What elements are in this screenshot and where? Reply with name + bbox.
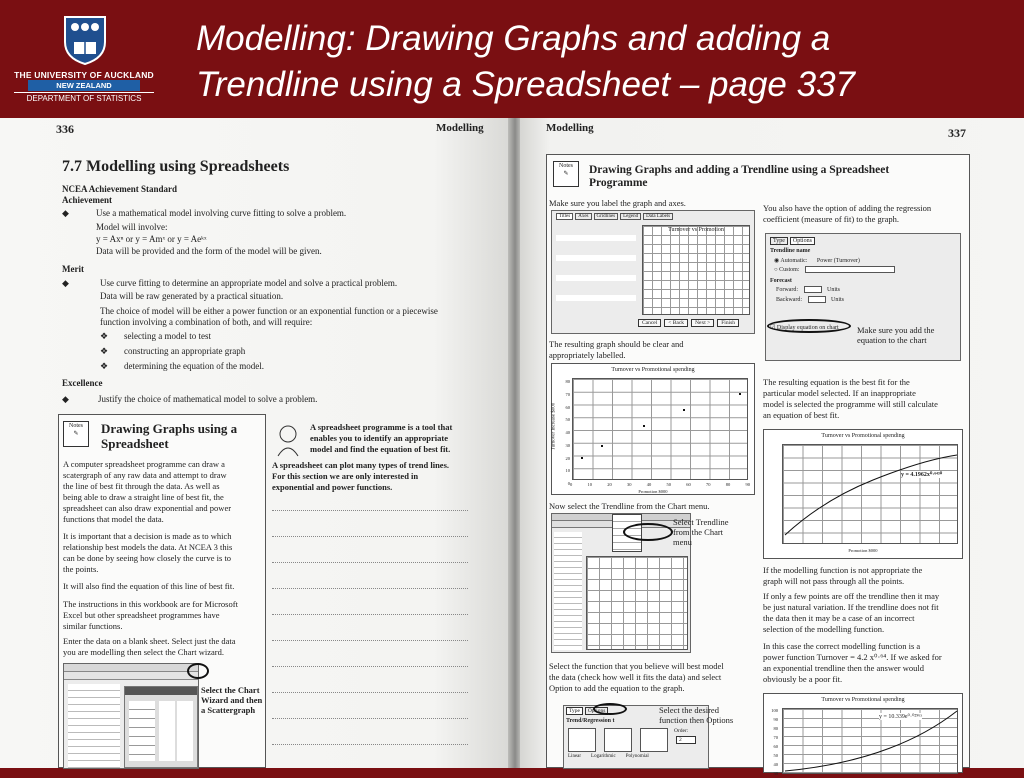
trendline-menu-text: Now select the Trendline from the Chart menu. (549, 501, 710, 511)
x-tick: 40 (646, 482, 652, 487)
para-line: A computer spreadsheet programme can draw a (63, 459, 225, 469)
dialog-tab: Axes (575, 213, 591, 220)
notes-icon: Notes ✎ (553, 161, 579, 187)
note-line (272, 718, 468, 719)
chart-xlabel: Promotion $000 (638, 489, 668, 494)
achievement-heading: Achievement (62, 195, 112, 205)
forward-input[interactable] (804, 286, 822, 293)
forward-row (776, 286, 840, 293)
backward-row (776, 296, 844, 303)
sub-bullet-icon: ❖ (100, 331, 109, 341)
exp-curve (783, 709, 959, 775)
para-2 (63, 531, 263, 575)
x-tick: 0 (570, 482, 573, 487)
options-caption (659, 705, 749, 725)
custom-row[interactable] (774, 266, 895, 273)
radio-icon[interactable]: ◉ (774, 258, 780, 264)
side-line: A spreadsheet can plot many types of trend lines. (272, 460, 450, 470)
side-line: model and find the equation of best fit. (310, 444, 451, 454)
university-crest-icon (62, 14, 108, 66)
caption-line: Select Trendline (673, 517, 729, 527)
sub-item-2: constructing an appropriate graph (124, 346, 246, 356)
note-line (272, 614, 468, 615)
achievement-text: Use a mathematical model involving curve fitting to solve a problem. (96, 208, 347, 218)
y-tick: 90 (773, 717, 778, 722)
dialog-tab: Titles (556, 213, 573, 220)
x-tick: 90 (745, 482, 750, 487)
box-title (101, 421, 237, 451)
excel-screenshot (63, 663, 199, 769)
backward-label: Backward: (776, 296, 802, 303)
note-line (272, 536, 468, 537)
units-label: Units (827, 286, 841, 293)
finish-button[interactable]: Finish (717, 319, 739, 327)
notes-icon: Notes ✎ (63, 421, 89, 447)
back-button[interactable]: < Back (664, 319, 688, 327)
text-line: selection of the modelling function. (763, 624, 885, 634)
highlight-oval (767, 319, 851, 333)
merit-line3: The choice of model will be either a power function or an exponential function or a piecewise (100, 306, 438, 316)
type-tab[interactable]: Type (566, 707, 583, 715)
textbook-scan (0, 118, 1024, 776)
text-line: The resulting equation is the best fit for the (763, 377, 910, 387)
chart-title: Turnover vs Promotional spending (821, 433, 905, 439)
chart-plot-area (572, 378, 748, 480)
para-line: can be done by seeing how closely the curve is to (63, 553, 232, 563)
text-line: the data then it may be a case of an incorrect (763, 613, 915, 623)
y-tick: 30 (773, 771, 778, 776)
para-5 (63, 636, 263, 658)
forward-label: Forward: (776, 286, 798, 293)
bullet-icon: ◆ (62, 208, 69, 218)
side-note-1 (310, 422, 470, 455)
text-line: Select the function that you believe will best model (549, 661, 724, 671)
box-title-line1: Drawing Graphs using a (101, 421, 238, 436)
chart-title: Turnover vs Promotional spending (611, 367, 695, 373)
note-line (272, 744, 468, 745)
para-4 (63, 599, 263, 632)
text-line: In this case the correct modelling function is a (763, 641, 921, 651)
note-line (272, 666, 468, 667)
box-title-line2: Spreadsheet (101, 436, 169, 451)
para-line: functions that model the data. (63, 514, 164, 524)
chart-ylabel: Turnover Increase $000 (551, 402, 557, 451)
running-head: Modelling (546, 122, 594, 134)
sub-item-3: determining the equation of the model. (124, 361, 264, 371)
best-fit-text (763, 377, 969, 421)
para-3: It will also find the equation of this line of best fit. (63, 581, 235, 591)
backward-input[interactable] (808, 296, 826, 303)
correct-function-text (763, 641, 969, 685)
highlight-oval (623, 523, 673, 541)
slide-title (196, 16, 996, 108)
equation-caption (857, 325, 967, 345)
data-point (739, 393, 741, 395)
right-page (520, 118, 1024, 776)
para-line: the line of best fit through the data. As well as (63, 481, 220, 491)
x-tick: 10 (587, 482, 592, 487)
model-equation: y = Axⁿ or y = Amˣ or y = Aeᵏˣ (96, 234, 207, 244)
sub-bullet-icon: ❖ (100, 361, 109, 371)
trend-name-label: Trendline name (770, 248, 811, 254)
y-ticks (766, 706, 778, 778)
note-line (272, 510, 468, 511)
y-ticks (558, 376, 573, 491)
slide-header (0, 0, 1024, 118)
next-button[interactable]: Next > (691, 319, 714, 327)
side-note-2 (272, 460, 472, 493)
trendline-curve (783, 445, 959, 545)
dialog-tabs (556, 213, 673, 220)
box-title (589, 164, 889, 190)
y-tick: 60 (565, 404, 570, 410)
not-appropriate-text (763, 565, 969, 587)
power-trend-chart (763, 429, 963, 559)
text-line: If only a few points are off the trendline then it may (763, 591, 940, 601)
trendline-caption (673, 517, 743, 547)
label-axes-text: Make sure you label the graph and axes. (549, 198, 686, 208)
menu-mini-chart (586, 556, 688, 650)
highlight-oval (593, 703, 627, 715)
caption-line: Wizard and then (201, 695, 263, 705)
trendline-box (546, 154, 970, 776)
text-line: Option to add the equation to the graph. (549, 683, 685, 693)
data-point (643, 425, 645, 427)
para-line: scatergraph of any raw data and attempt to draw (63, 470, 227, 480)
y-tick: 0 (567, 481, 570, 486)
wizard-caption (201, 685, 267, 715)
drawing-graphs-box (58, 414, 266, 768)
caption-line: Make sure you add the (857, 325, 935, 335)
chart-title: Turnover vs Promotional spending (821, 697, 905, 703)
sub-bullet-icon: ❖ (100, 346, 109, 356)
section-title: 7.7 Modelling using Spreadsheets (62, 158, 290, 175)
side-line: exponential and power functions. (272, 482, 393, 492)
chart-equation: y = 10.339e⁰·⁰²⁹⁶ˣ (879, 714, 923, 720)
cancel-button[interactable]: Cancel (638, 319, 661, 327)
y-tick: 70 (565, 391, 570, 397)
text-line: model is selected the programme will still calculate (763, 399, 938, 409)
polynomial-option[interactable] (640, 728, 668, 752)
cartoon-icon (272, 422, 304, 458)
checkbox-icon[interactable]: ☑ (770, 325, 776, 331)
data-point (581, 457, 583, 459)
x-tick: 30 (627, 482, 632, 487)
text-line: obviously be a poor fit. (763, 674, 843, 684)
data-point (601, 445, 603, 447)
radio-icon[interactable]: ○ (774, 266, 778, 273)
x-tick: 20 (607, 482, 612, 487)
slide-title-line1: Modelling: Drawing Graphs and adding a (196, 19, 831, 58)
note-line (272, 692, 468, 693)
custom-input[interactable] (805, 266, 895, 273)
merit-line4: function involving a combination of both, and will require: (100, 317, 313, 327)
text-line: graph will not pass through all the points. (763, 576, 905, 586)
type-tab[interactable]: Type (770, 237, 788, 245)
dialog-tab: Gridlines (594, 213, 619, 220)
note-line (272, 588, 468, 589)
para-line: similar functions. (63, 621, 123, 631)
y-tick: 50 (773, 753, 778, 758)
y-tick: 70 (773, 735, 778, 740)
trend-regression-label: Trend/Regression t (566, 718, 615, 724)
country-label: NEW ZEALAND (28, 80, 140, 91)
model-involve: Model will involve: (96, 222, 168, 232)
merit-heading: Merit (62, 264, 84, 274)
y-tick: 40 (773, 762, 778, 767)
merit-line2: Data will be raw generated by a practical situation. (100, 291, 284, 301)
para-1 (63, 459, 263, 525)
x-tick: 70 (706, 482, 711, 487)
dialog-tab: Legend (620, 213, 641, 220)
excellence-text: Justify the choice of mathematical model to solve a problem. (98, 394, 318, 404)
text-line: the data (check how well it fits the data) and select (549, 672, 722, 682)
excellence-heading: Excellence (62, 378, 103, 388)
data-provided: Data will be provided and the form of the model will be given. (96, 246, 322, 256)
regression-text (763, 203, 969, 225)
logarithmic-option[interactable] (604, 728, 632, 752)
side-line: For this section we are only interested in (272, 471, 419, 481)
y-tick: 60 (773, 744, 778, 749)
para-line: the points. (63, 564, 99, 574)
page-number: 336 (56, 122, 74, 136)
linear-option[interactable] (568, 728, 596, 752)
order-input[interactable]: 2 (676, 736, 696, 744)
caption-line: from the Chart (673, 527, 724, 537)
fn-label: Polynomial (625, 754, 649, 759)
text-line: particular model selected. If an inappropriate (763, 388, 916, 398)
automatic-label: Automatic: (780, 258, 808, 264)
x-tick: 80 (725, 482, 731, 487)
department-name: DEPARTMENT OF STATISTICS (14, 92, 154, 103)
text-line: an exponential trendline then the answer would (763, 663, 924, 673)
units-label: Units (831, 296, 845, 303)
sub-item-1: selecting a model to test (124, 331, 211, 341)
bullet-icon: ◆ (62, 394, 69, 404)
fn-label: Linear (568, 754, 582, 759)
display-eq-label: Display equation on chart (776, 325, 839, 331)
merit-text: Use curve fitting to determine an appropriate model and solve a practical problem. (100, 278, 398, 288)
y-tick: 10 (565, 468, 570, 474)
caption-line: equation to the chart (857, 335, 927, 345)
running-head: Modelling (436, 122, 484, 134)
para-line: Enter the data on a blank sheet. Select just the data (63, 636, 236, 646)
text-line: power function Turnover = 4.2 x⁰·⁶⁴. If we asked for (763, 652, 942, 662)
chart-plot-area (782, 708, 958, 774)
options-tab[interactable]: Options (585, 707, 608, 715)
bullet-icon: ◆ (62, 278, 69, 288)
data-point (683, 409, 685, 411)
resulting-text (549, 339, 684, 361)
side-line: A spreadsheet programme is a tool that (310, 422, 453, 432)
text-line: an equation of best fit. (763, 410, 840, 420)
y-tick: 100 (771, 708, 778, 713)
exponential-trend-chart (763, 693, 963, 776)
y-tick: 40 (565, 430, 570, 435)
y-tick: 80 (773, 726, 778, 731)
para-line: Excel but other spreadsheet programmes have (63, 610, 220, 620)
few-points-text (763, 591, 969, 635)
ncea-heading: NCEA Achievement Standard (62, 184, 178, 194)
options-tab[interactable]: Options (790, 237, 815, 245)
y-tick: 30 (565, 442, 570, 448)
automatic-row[interactable] (774, 257, 860, 264)
x-ticks (570, 482, 750, 487)
chart-equation: y = 4.1962x⁰·⁶⁴³⁰ (901, 472, 943, 478)
caption-line: Select the desired (659, 705, 719, 715)
forecast-label: Forecast (770, 278, 792, 284)
para-line: It is important that a decision is made as to which (63, 531, 232, 541)
text-line: be just natural variation. If the trendline does not fit (763, 602, 939, 612)
note-line (272, 640, 468, 641)
automatic-value: Power (Turnover) (816, 258, 860, 264)
caption-line: Select the Chart (201, 685, 260, 695)
y-tick: 50 (565, 417, 570, 423)
text-line: If the modelling function is not appropriate the (763, 565, 923, 575)
para-line: relationship best models the data. At NCEA 3 this (63, 542, 233, 552)
y-tick: 20 (565, 455, 570, 461)
text-line: You also have the option of adding the regression (763, 203, 932, 213)
mini-chart-title: Turnover vs Promotion (668, 227, 724, 233)
chart-plot-area (782, 444, 958, 544)
x-tick: 50 (666, 482, 671, 487)
custom-label: Custom: (779, 266, 800, 273)
chart-xlabel: Promotion $000 (848, 548, 878, 553)
box-title-line1: Drawing Graphs and adding a Trendline using a Spreadsheet (589, 164, 890, 176)
para-line: spreadsheet can also draw exponential and power (63, 503, 232, 513)
chart-options-dialog (551, 210, 755, 334)
caption-line: function then Options (659, 715, 734, 725)
university-name: THE UNIVERSITY OF AUCKLAND (14, 70, 154, 80)
left-page (0, 118, 510, 768)
scatter-chart-1 (551, 363, 755, 495)
para-line: you are modelling then select the Chart wizard. (63, 647, 224, 657)
text-line: The resulting graph should be clear and (549, 339, 684, 349)
note-line (272, 562, 468, 563)
box-title-line2: Programme (589, 177, 648, 189)
x-tick: 60 (686, 482, 691, 487)
side-line: enables you to identify an appropriate (310, 433, 448, 443)
slide-title-line2: Trendline using a Spreadsheet – page 337 (196, 65, 856, 104)
order-label: Order: (674, 728, 689, 734)
caption-line: a Scattergraph (201, 705, 256, 715)
fn-label: Logarithmic (591, 754, 616, 759)
dialog-tab: Data Labels (643, 213, 673, 220)
y-tick: 80 (565, 379, 570, 384)
caption-line: menu (673, 537, 692, 547)
mini-chart (642, 225, 750, 315)
page-number: 337 (948, 126, 966, 140)
highlight-oval (187, 663, 209, 679)
text-line: appropriately labelled. (549, 350, 626, 360)
para-line: The instructions in this workbook are for Microsoft (63, 599, 238, 609)
select-function-text (549, 661, 724, 694)
text-line: coefficient (measure of fit) to the graph. (763, 214, 900, 224)
para-line: being able to draw a straight line of best fit, the (63, 492, 224, 502)
